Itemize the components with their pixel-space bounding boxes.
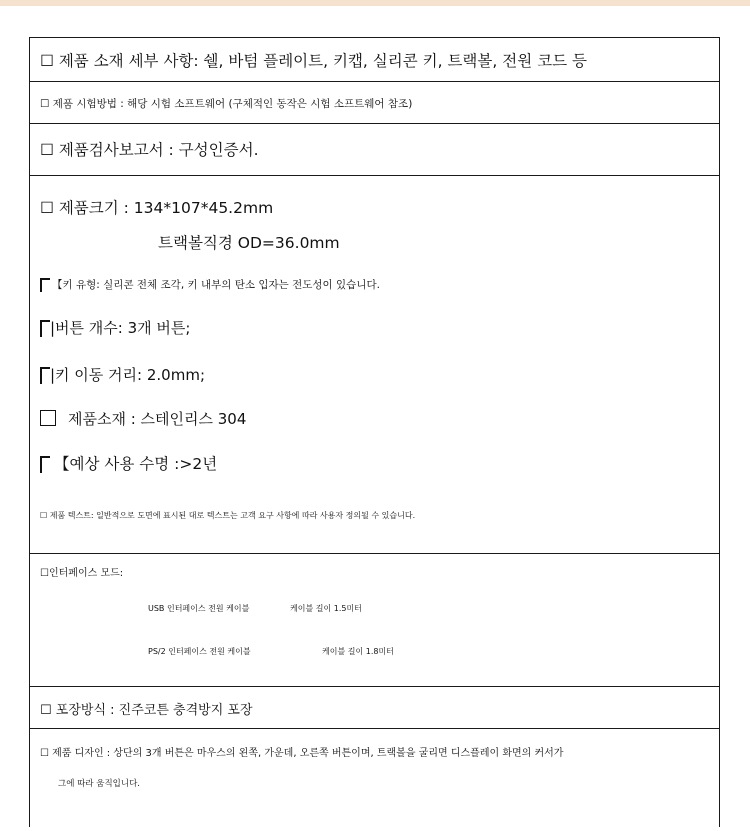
key-type-text: 【키 유형: 실리콘 전체 조각, 키 내부의 탄소 입자는 전도성이 있습니다. <box>52 279 380 291</box>
row-materials <box>30 38 719 82</box>
row-inspection-report <box>30 124 719 176</box>
checkbox-key-travel <box>40 367 50 384</box>
checkbox-button-count <box>40 320 50 337</box>
size-text: ☐ 제품크기 : 134*107*45.2mm <box>40 199 274 217</box>
button-count-text: |버튼 개수: 3개 버튼; <box>50 319 191 337</box>
usb-cable-length: 케이블 길이 1.5미터 <box>290 604 362 613</box>
row-interface <box>30 554 719 687</box>
interface-title: ☐인터페이스 모드: <box>40 568 124 579</box>
material-text: 제품소재 : 스테인리스 304 <box>68 410 247 428</box>
text-note: ☐ 제품 텍스트: 일반적으로 도면에 표시된 대로 텍스트는 고객 요구 사항에 따라 사용자 정의될 수 있습니다. <box>40 511 416 520</box>
row-specs <box>30 176 719 554</box>
row-design <box>30 729 719 828</box>
design-text-line1: ☐ 제품 디자인 : 상단의 3개 버튼은 마우스의 왼쪽, 가운데, 오른쪽 버튼이며, 트랙볼을 굴리면 디스플레이 화면의 커서가 <box>40 748 564 759</box>
spec-table <box>29 37 720 827</box>
checkbox-material <box>40 410 56 426</box>
row-test-method <box>30 82 719 124</box>
usb-cable-label: USB 인터페이스 전원 케이블 <box>148 604 250 613</box>
trackball-diameter-text: 트랙볼직경 OD=36.0mm <box>158 234 340 252</box>
design-text-line2: 그에 따라 움직입니다. <box>58 779 141 789</box>
ps2-cable-label: PS/2 인터페이스 전원 케이블 <box>148 647 251 656</box>
packaging-text: ☐ 포장방식 : 진주코튼 충격방지 포장 <box>40 703 253 718</box>
top-accent-bar <box>0 0 750 6</box>
checkbox-lifespan <box>40 456 50 473</box>
test-method-text: ☐ 제품 시험방법 : 해당 시험 소프트웨어 (구체적인 동작은 시험 소프트웨어 참조) <box>40 98 413 110</box>
ps2-cable-length: 케이블 길이 1.8미터 <box>322 647 394 656</box>
lifespan-text: 【예상 사용 수명 :>2년 <box>54 455 218 473</box>
materials-text: ☐ 제품 소재 세부 사항: 쉘, 바텀 플레이트, 키캡, 실리콘 키, 트랙볼, 전원 코드 등 <box>40 52 587 70</box>
key-travel-text: |키 이동 거리: 2.0mm; <box>50 366 205 384</box>
checkbox-key-type <box>40 278 50 292</box>
inspection-report-text: ☐ 제품검사보고서 : 구성인증서. <box>40 141 259 159</box>
row-packaging <box>30 687 719 729</box>
